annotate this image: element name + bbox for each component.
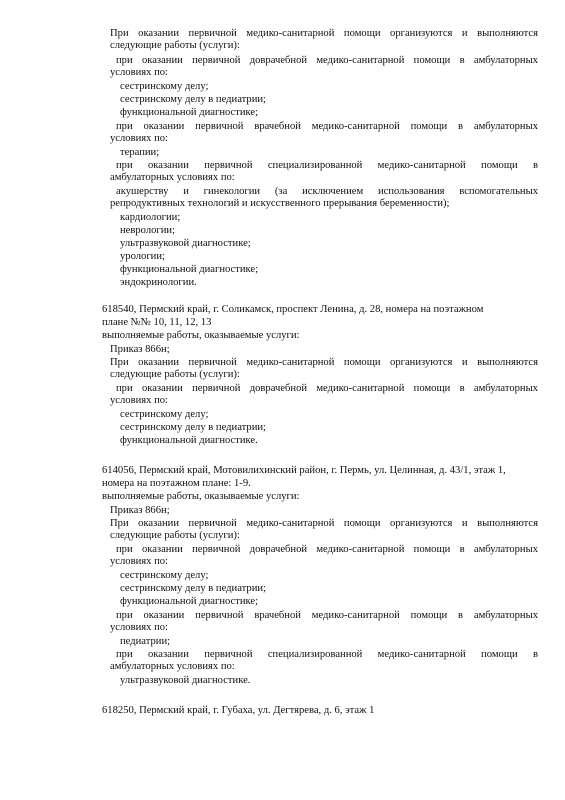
text-line: Приказ 866н; <box>110 505 170 516</box>
text-line: выполняемые работы, оказываемые услуги: <box>102 491 300 502</box>
address-line: номера на поэтажном плане: 1-9. <box>102 478 251 489</box>
text-line: сестринскому делу; <box>120 81 209 92</box>
text-line: при оказании первичной доврачебной медико-санитарной помощи в амбулаторных <box>116 55 538 66</box>
text-line: при оказании первичной доврачебной медико-санитарной помощи в амбулаторных <box>116 544 538 555</box>
text-line: сестринскому делу; <box>120 570 209 581</box>
text-line: сестринскому делу в педиатрии; <box>120 94 266 105</box>
address-line: 614056, Пермский край, Мотовилихинский район, г. Пермь, ул. Целинная, д. 43/1, этаж 1, <box>102 465 506 476</box>
text-line: выполняемые работы, оказываемые услуги: <box>102 330 300 341</box>
text-line: ультразвуковой диагностике; <box>120 238 251 249</box>
address-line: 618540, Пермский край, г. Соликамск, проспект Ленина, д. 28, номера на поэтажном <box>102 304 484 315</box>
text-line: При оказании первичной медико-санитарной помощи организуются и выполняются <box>110 28 538 39</box>
text-line: неврологии; <box>120 225 176 236</box>
text-line: эндокринологии. <box>120 277 197 288</box>
text-line: При оказании первичной медико-санитарной помощи организуются и выполняются <box>110 518 538 529</box>
address-line: плане №№ 10, 11, 12, 13 <box>102 317 212 328</box>
text-line: функциональной диагностике. <box>120 435 258 446</box>
text-line: урологии; <box>120 251 165 262</box>
text-line: функциональной диагностике; <box>120 596 259 607</box>
text-line: сестринскому делу; <box>120 409 209 420</box>
text-line: функциональной диагностике; <box>120 107 259 118</box>
text-line: терапии; <box>120 147 160 158</box>
text-line: Приказ 866н; <box>110 344 170 355</box>
text-line: условиях по: <box>110 67 168 78</box>
text-line: условиях по: <box>110 133 168 144</box>
text-line: сестринскому делу в педиатрии; <box>120 583 266 594</box>
text-line: условиях по: <box>110 622 168 633</box>
text-line: ультразвуковой диагностике. <box>120 675 251 686</box>
text-line: условиях по: <box>110 395 168 406</box>
address-line: 618250, Пермский край, г. Губаха, ул. Дегтярева, д. 6, этаж 1 <box>102 705 375 716</box>
text-line: педиатрии; <box>120 636 171 647</box>
text-line: При оказании первичной медико-санитарной помощи организуются и выполняются <box>110 357 538 368</box>
text-line: при оказании первичной врачебной медико-санитарной помощи в амбулаторных <box>116 610 538 621</box>
text-line: кардиологии; <box>120 212 181 223</box>
text-line: следующие работы (услуги): <box>110 40 240 51</box>
text-line: акушерству и гинекологии (за исключением использования вспомогательных <box>116 186 538 197</box>
text-line: при оказании первичной врачебной медико-санитарной помощи в амбулаторных <box>116 121 538 132</box>
text-line: при оказании первичной специализированной медико-санитарной помощи в <box>116 160 538 171</box>
text-line: при оказании первичной доврачебной медико-санитарной помощи в амбулаторных <box>116 383 538 394</box>
text-line: сестринскому делу в педиатрии; <box>120 422 266 433</box>
text-line: функциональной диагностике; <box>120 264 259 275</box>
text-line: амбулаторных условиях по: <box>110 172 235 183</box>
text-line: следующие работы (услуги): <box>110 530 240 541</box>
text-line: при оказании первичной специализированной медико-санитарной помощи в <box>116 649 538 660</box>
text-line: репродуктивных технологий и искусственного прерывания беременности); <box>110 198 450 209</box>
text-line: условиях по: <box>110 556 168 567</box>
text-line: следующие работы (услуги): <box>110 369 240 380</box>
text-line: амбулаторных условиях по: <box>110 661 235 672</box>
